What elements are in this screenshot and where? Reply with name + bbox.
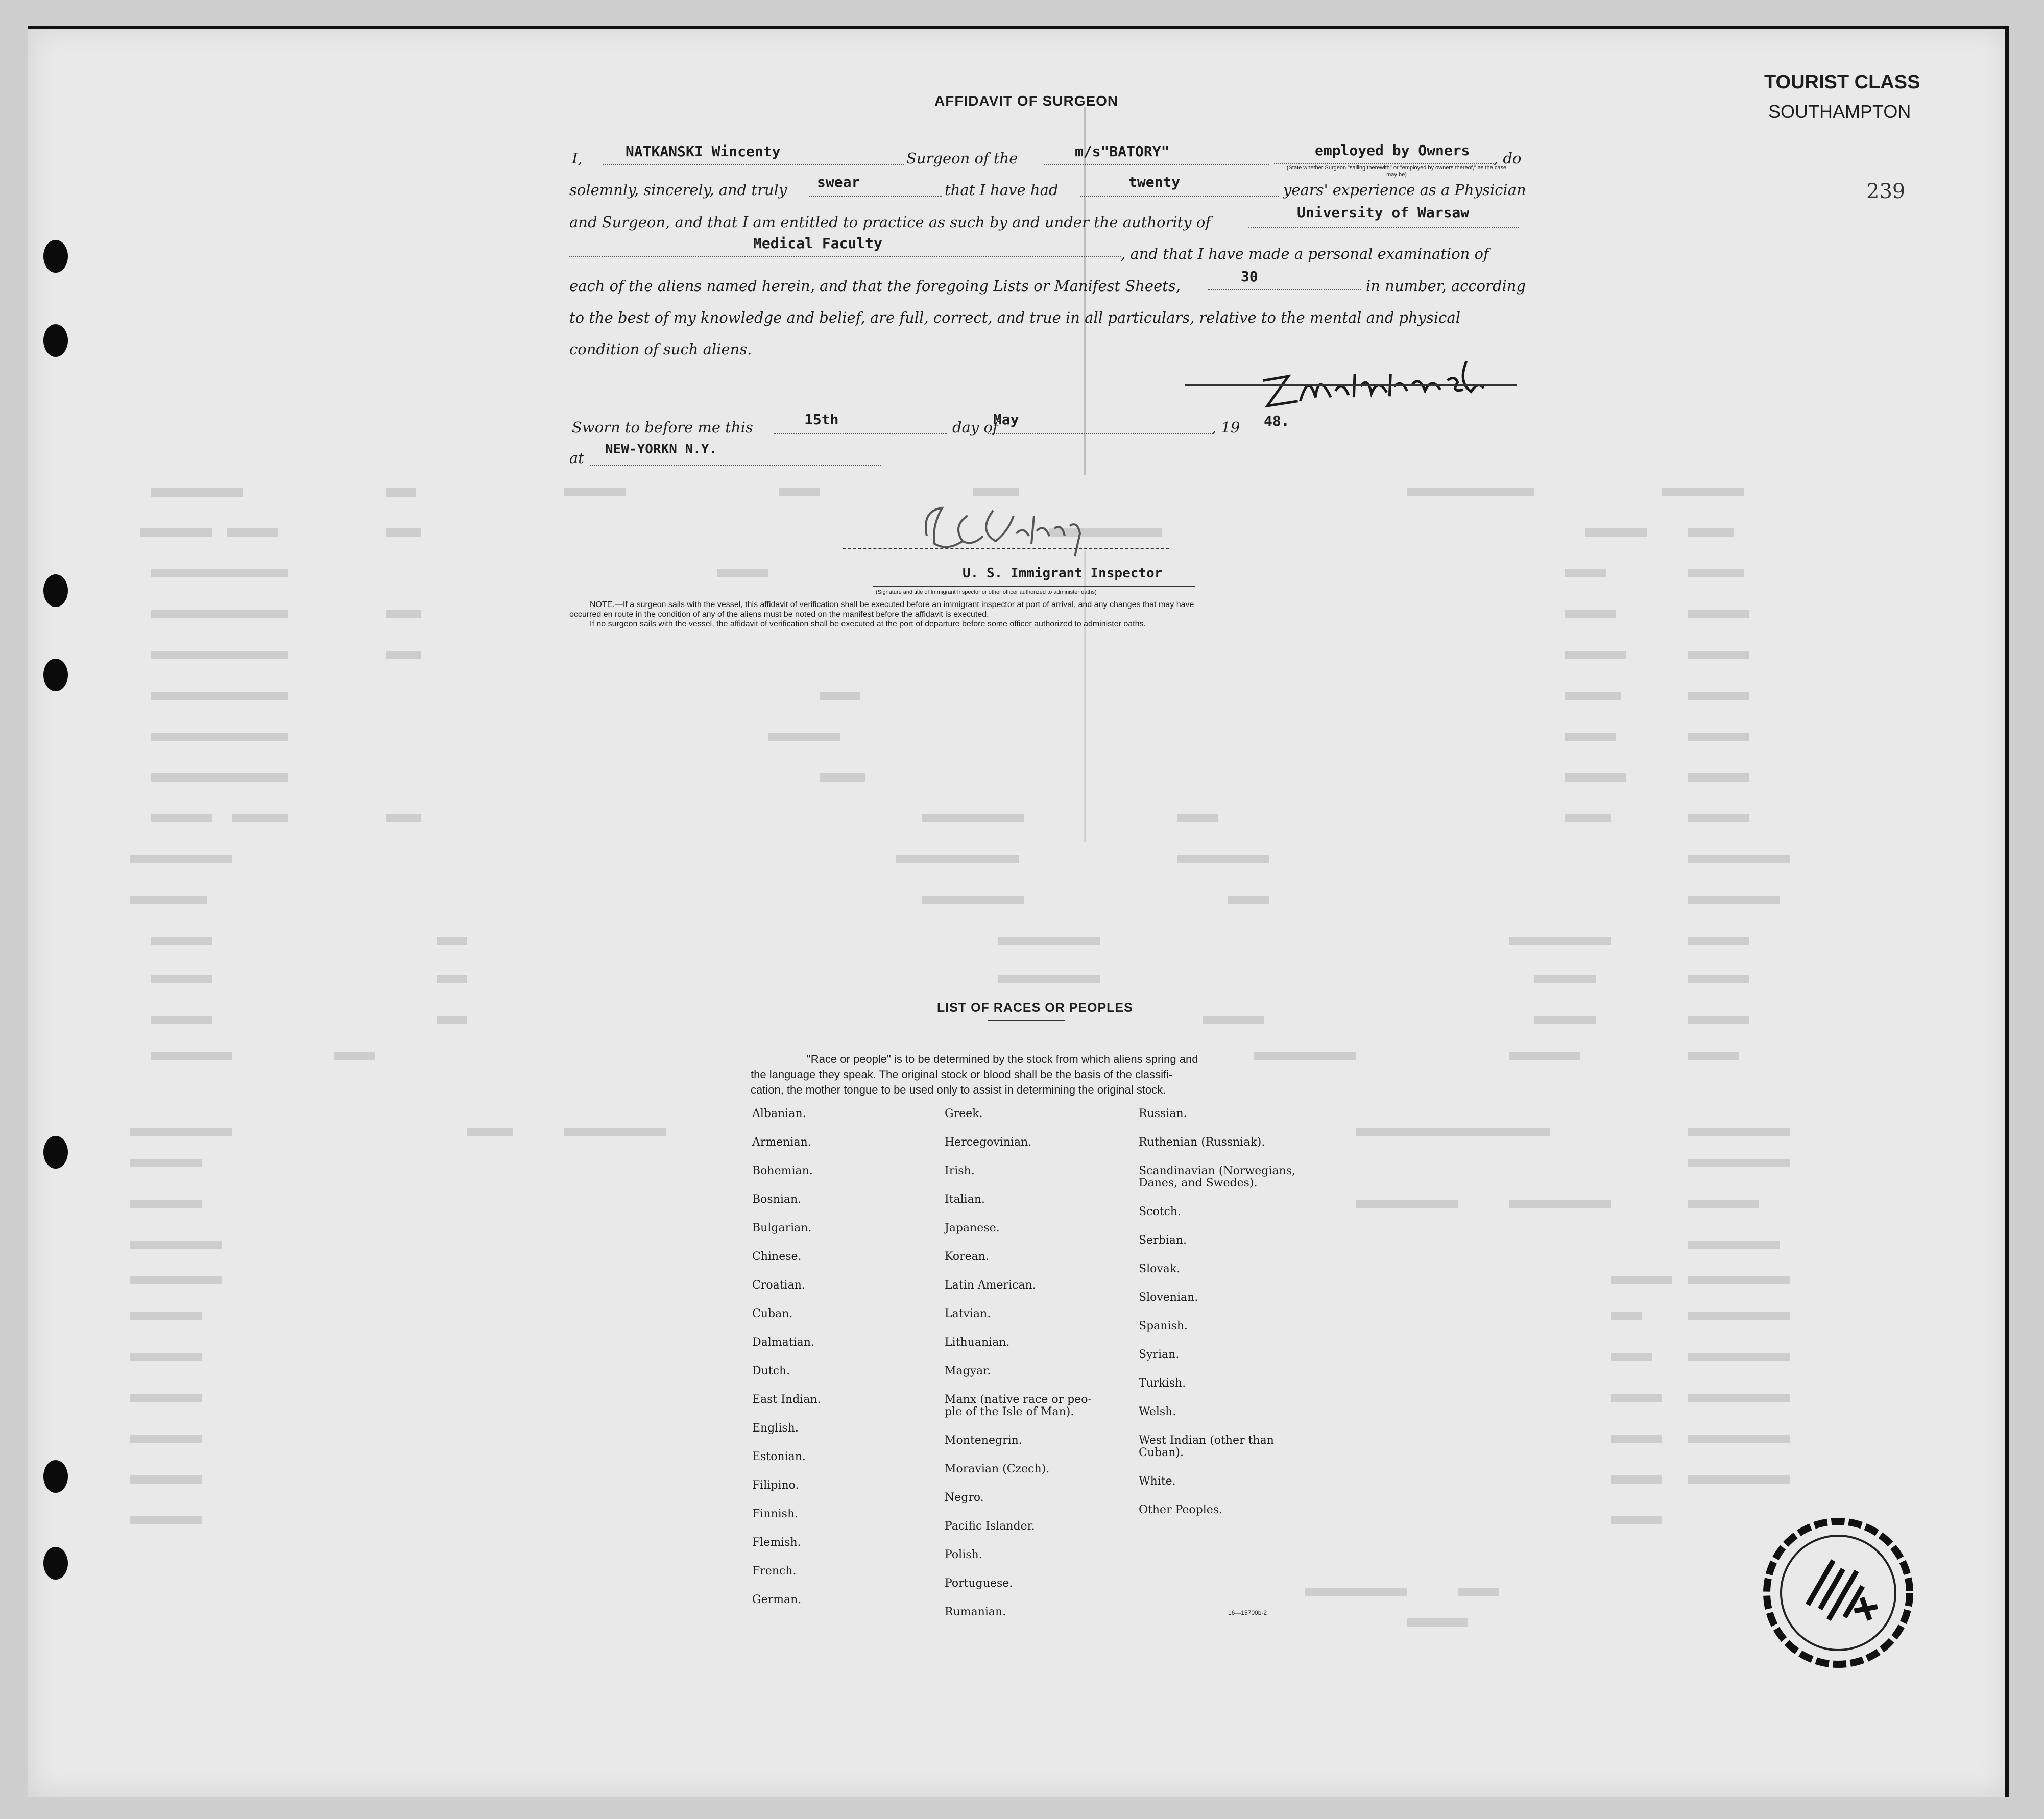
race-entry: Syrian. [1139,1348,1180,1361]
race-entry: Montenegrin. [945,1434,1022,1447]
years-experience: twenty [1128,174,1181,190]
sworn-month-line [988,433,1213,434]
race-entry: Bosnian. [752,1193,802,1206]
inspector-signature [906,495,1121,564]
sheet-count-line [1208,289,1361,290]
race-entry: Chinese. [752,1250,802,1263]
race-entry: Korean. [945,1250,989,1263]
race-entry: Pacific Islander. [945,1520,1035,1533]
sworn-year: 48. [1264,413,1290,429]
race-entry: Slovenian. [1139,1291,1198,1304]
sworn-label: Sworn to before me this [572,419,753,436]
note-line-1: NOTE.—If a surgeon sails with the vessel, this affidavit of verification shall be executed before an immigrant inspector at port of arrival, and any changes that may have [590,600,1194,609]
port-stamp: SOUTHAMPTON [1768,101,1911,122]
solemnly-label: solemnly, sincerely, and truly [569,181,787,199]
race-entry: Other Peoples. [1139,1503,1223,1516]
years-line [1080,196,1279,197]
form-number: 16—15700b-2 [1228,1609,1267,1616]
oath-word: swear [817,174,860,190]
authority-faculty: Medical Faculty [753,235,882,252]
note-line-3: If no surgeon sails with the vessel, the affidavit of verification shall be executed at the port of departure before some officer authorized to administer oaths. [590,620,1146,628]
race-entry: Rumanian. [945,1606,1006,1618]
race-entry: Turkish. [1139,1377,1186,1390]
employment-note: (State whether Surgeon "sailing therewith" or "employed by owners thereof," as the case may be) [1286,165,1507,178]
inspector-note: (Signature and title of Immigrant Inspector or other officer authorized to administer oaths) [876,589,1097,595]
race-entry: English. [752,1422,799,1435]
races-title: LIST OF RACES OR PEOPLES [937,1001,1133,1015]
race-entry: Slovak. [1139,1263,1181,1275]
oath-line [809,196,942,197]
race-entry: Negro. [945,1491,984,1504]
note-line-2: occurred en route in the condition of any of the aliens must be noted on the manifest before the affidavit is executed. [569,610,989,619]
races-intro-3: cation, the mother tongue to be used only to assist in determining the original stock. [751,1083,1166,1096]
race-entry: Greek. [945,1107,983,1120]
in-number-label: in number, according [1366,277,1526,295]
sworn-day: 15th [804,411,839,428]
race-entry: Estonian. [752,1450,806,1463]
inspector-signature-mark [906,495,1121,562]
sworn-day-line [774,433,947,434]
page-number: 239 [1866,180,1906,203]
race-entry: Russian. [1139,1107,1187,1120]
at-label: at [569,449,584,467]
condition-statement: condition of such aliens. [569,341,752,358]
inspector-signature-line [843,548,1169,549]
race-entry: Armenian. [752,1136,811,1149]
sworn-location: NEW-YORKN N.Y. [605,442,717,457]
race-entry: Flemish. [752,1536,801,1549]
race-entry: Welsh. [1139,1405,1176,1418]
race-entry: Magyar. [945,1365,991,1377]
surgeon-name-line [603,164,904,165]
race-entry: Moravian (Czech). [945,1463,1050,1475]
foregoing-label: each of the aliens named herein, and that the foregoing Lists or Manifest Sheets, [569,277,1181,295]
surgeon-of-label: Surgeon of the [906,150,1018,167]
race-entry: Scotch. [1139,1205,1181,1218]
race-entry: Italian. [945,1193,985,1206]
employment-status: employed by Owners [1315,142,1470,159]
authority2-line [569,256,1121,257]
ship-name-line [1044,164,1269,165]
circular-date-stamp-icon [1759,1516,1917,1669]
race-entry: Cuban. [752,1307,793,1320]
races-title-underline [988,1020,1065,1021]
race-entry: Filipino. [752,1479,799,1492]
race-entry: Cuban). [1139,1446,1184,1459]
race-entry: Finnish. [752,1508,799,1520]
races-intro-1: "Race or people" is to be determined by the stock from which aliens spring and [807,1053,1198,1065]
sheet-count: 30 [1241,268,1258,285]
inspector-title-line [873,586,1195,587]
race-entry: Latvian. [945,1307,991,1320]
class-stamp: TOURIST CLASS [1764,71,1920,93]
race-entry: Spanish. [1139,1320,1188,1332]
sworn-month: May [993,411,1019,428]
race-entry: Danes, and Swedes). [1139,1177,1258,1190]
surgeon-signature-line [1185,384,1517,386]
affidavit-title: AFFIDAVIT OF SURGEON [934,93,1119,109]
race-entry: Albanian. [752,1107,806,1120]
race-entry: White. [1139,1475,1176,1488]
race-entry: Croatian. [752,1279,805,1292]
authority-university: University of Warsaw [1297,204,1470,221]
race-entry: Bohemian. [752,1165,813,1177]
race-entry: Dalmatian. [752,1336,814,1349]
employment-line [1274,163,1494,164]
affidavit-prefix: I, [572,150,583,167]
location-line [590,465,881,466]
race-entry: German. [752,1593,802,1606]
years-suffix: years' experience as a Physician [1283,181,1526,199]
knowledge-statement: to the best of my knowledge and belief, are full, correct, and true in all particulars, relative to the mental and physical [569,309,1460,326]
inspector-title: U. S. Immigrant Inspector [963,566,1163,581]
year-prefix: , 19 [1212,419,1240,436]
race-entry: Polish. [945,1548,982,1561]
race-entry: Ruthenian (Russniak). [1139,1136,1265,1149]
years-had-label: that I have had [945,181,1059,199]
races-intro-2: the language they speak. The original stock or blood shall be the basis of the classifi- [751,1068,1173,1081]
race-entry: Japanese. [945,1222,1000,1234]
manifest-page [28,26,2009,1797]
race-entry: East Indian. [752,1393,821,1406]
race-entry: Serbian. [1139,1234,1187,1247]
authority-label: and Surgeon, and that I am entitled to practice as such by and under the authority of [569,213,1211,231]
race-entry: French. [752,1565,797,1578]
race-entry: Dutch. [752,1365,790,1377]
surgeon-name: NATKANSKI Wincenty [626,143,781,160]
race-entry: Hercegovinian. [945,1136,1032,1149]
race-entry: ple of the Isle of Man). [945,1405,1074,1418]
race-entry: Latin American. [945,1279,1036,1292]
day-of-label: day of [952,419,998,436]
authority-line [1248,227,1519,228]
race-entry: Lithuanian. [945,1336,1010,1349]
race-entry: Portuguese. [945,1577,1013,1590]
race-entry: West Indian (other than [1139,1434,1274,1447]
examination-label: , and that I have made a personal examination of [1121,245,1489,262]
do-label: , do [1494,150,1522,167]
race-entry: Irish. [945,1165,975,1177]
race-entry: Manx (native race or peo- [945,1393,1092,1406]
race-entry: Bulgarian. [752,1222,812,1234]
race-entry: Scandinavian (Norwegians, [1139,1165,1295,1177]
ship-name: m/s"BATORY" [1075,143,1170,160]
